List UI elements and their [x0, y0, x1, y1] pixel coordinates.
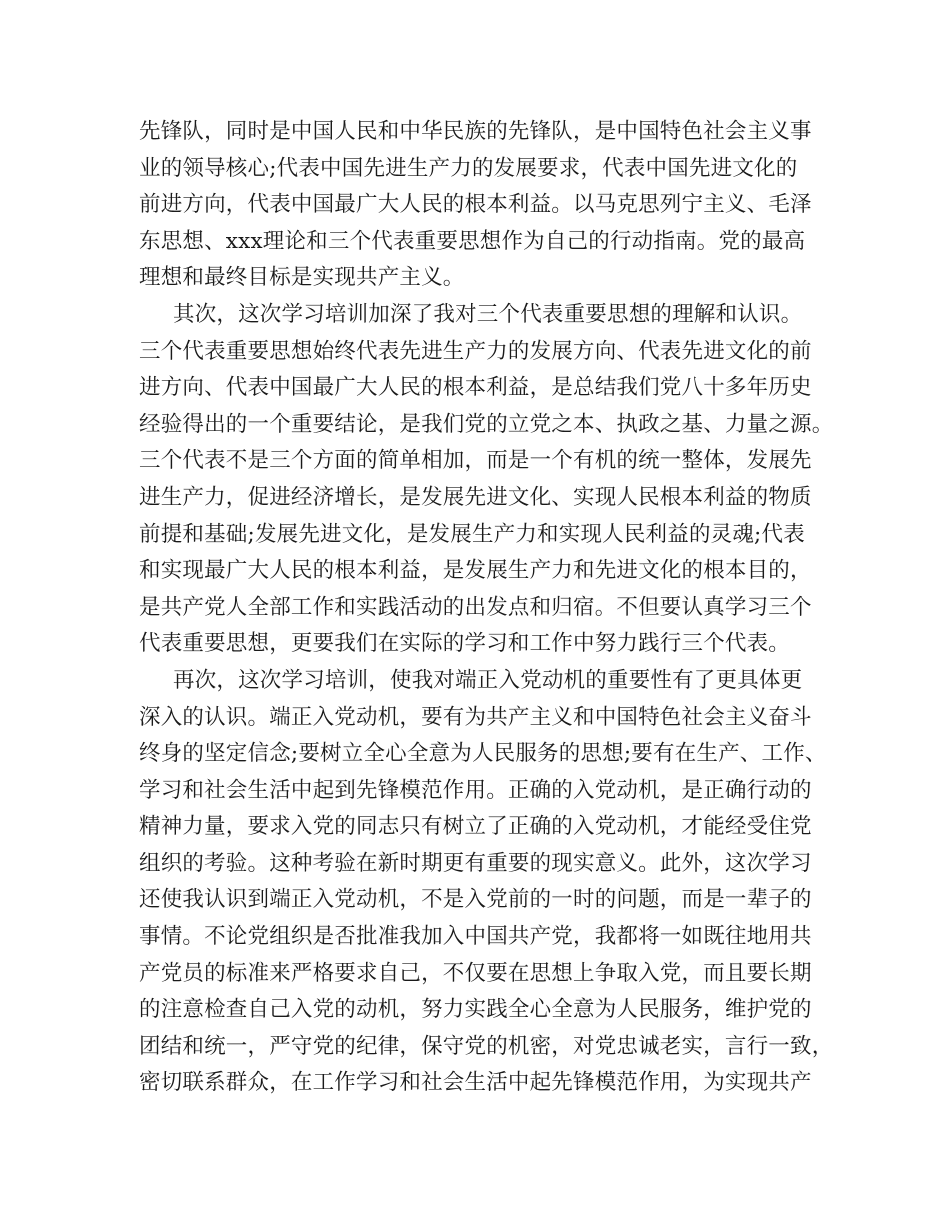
text-line: 先锋队，同时是中国人民和中华民族的先锋队，是中国特色社会主义事 — [139, 119, 812, 144]
text-line-indented: 再次，这次学习培训，使我对端正入党动机的重要性有了更具体更 — [173, 667, 803, 693]
text-line: 代表重要思想，更要我们在实际的学习和工作中努力践行三个代表。 — [139, 631, 791, 657]
text-line: 精神力量，要求入党的同志只有树立了正确的入党动机，才能经受住党 — [139, 814, 812, 840]
paragraph-2 — [139, 297, 834, 663]
text-line: 理想和最终目标是实现共产主义。 — [139, 265, 465, 291]
text-line: 经验得出的一个重要结论，是我们党的立党之本、执政之基、力量之源。 — [139, 411, 834, 437]
text-line: 事情。不论党组织是否批准我加入中国共产党，我都将一如既往地用共 — [139, 924, 812, 950]
text-line: 还使我认识到端正入党动机，不是入党前的一时的问题，而是一辈子的 — [139, 887, 812, 913]
text-line: 前提和基础;发展先进文化，是发展生产力和实现人民利益的灵魂;代表 — [139, 521, 805, 547]
text-line-indented: 其次，这次学习培训加深了我对三个代表重要思想的理解和认识。 — [173, 301, 803, 327]
document-body — [139, 114, 834, 1102]
text-line: 是共产党人全部工作和实践活动的出发点和归宿。不但要认真学习三个 — [139, 594, 812, 620]
text-line: 和实现最广大人民的根本利益，是发展生产力和先进文化的根本目的， — [139, 558, 812, 584]
text-line: 学习和社会生活中起到先锋模范作用。正确的入党动机，是正确行动的 — [139, 777, 812, 803]
paragraph-3 — [139, 663, 834, 1102]
paragraph-1 — [139, 114, 815, 297]
text-line: 前进方向，代表中国最广大人民的根本利益。以马克思列宁主义、毛泽 — [139, 192, 812, 218]
text-line: 终身的坚定信念;要树立全心全意为人民服务的思想;要有在生产、工作、 — [139, 741, 827, 767]
text-line: 三个代表不是三个方面的简单相加，而是一个有机的统一整体，发展先 — [139, 448, 812, 474]
text-line: 进方向、代表中国最广大人民的根本利益，是总结我们党八十多年历史 — [139, 375, 812, 401]
text-line: 的注意检查自己入党的动机，努力实践全心全意为人民服务，维护党的 — [139, 997, 812, 1023]
text-line: 业的领导核心;代表中国先进生产力的发展要求，代表中国先进文化的 — [139, 155, 798, 181]
text-line: 团结和统一，严守党的纪律，保守党的机密，对党忠诚老实，言行一致， — [139, 1033, 834, 1059]
text-line: 产党员的标准来严格要求自己，不仅要在思想上争取入党，而且要长期 — [139, 960, 812, 986]
text-line: 深入的认识。端正入党动机，要有为共产主义和中国特色社会主义奋斗 — [139, 704, 812, 730]
text-line: 组织的考验。这种考验在新时期更有重要的现实意义。此外，这次学习 — [139, 850, 812, 876]
text-line: 东思想、xxx理论和三个代表重要思想作为自己的行动指南。党的最高 — [139, 228, 806, 254]
text-line: 三个代表重要思想始终代表先进生产力的发展方向、代表先进文化的前 — [139, 338, 812, 364]
text-line: 进生产力，促进经济增长，是发展先进文化、实现人民根本利益的物质 — [139, 484, 812, 510]
text-line: 密切联系群众，在工作学习和社会生活中起先锋模范作用，为实现共产 — [139, 1070, 812, 1096]
